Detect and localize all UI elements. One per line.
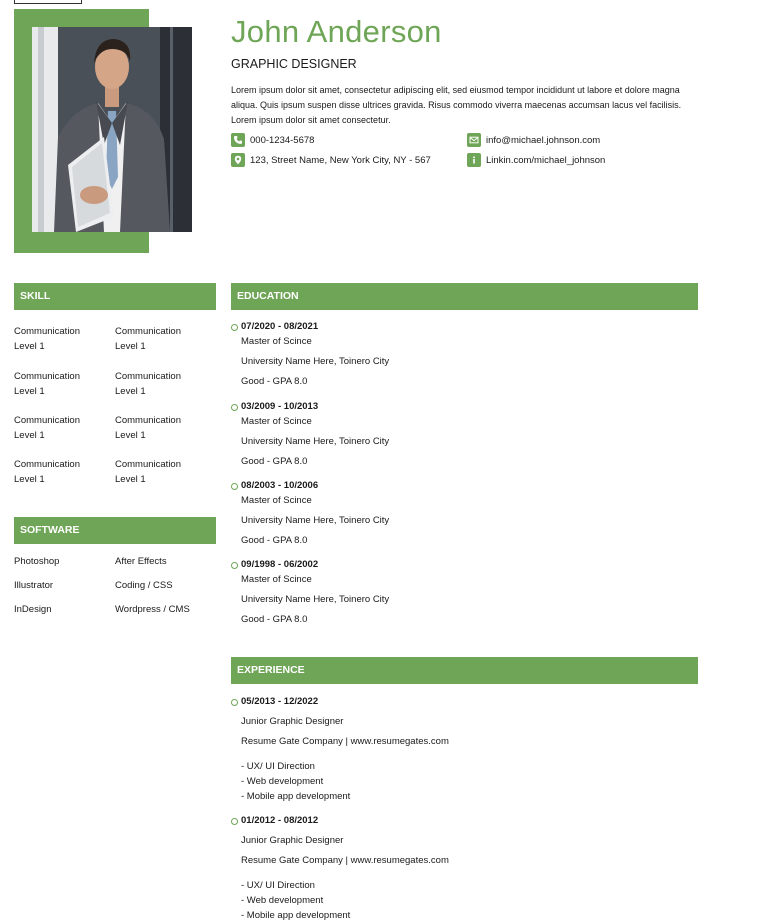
software-item: Illustrator — [14, 580, 54, 591]
skill-name: Communication — [115, 415, 181, 426]
phone-text: 000-1234-5678 — [250, 134, 315, 146]
candidate-name: John Anderson — [231, 14, 442, 49]
education-date: 09/1998 - 06/2002 — [241, 559, 319, 570]
skill-item — [14, 369, 109, 399]
skill-item — [14, 324, 109, 354]
skill-name: Communication — [115, 326, 181, 337]
education-school: University Name Here, Toinero City — [241, 356, 390, 367]
education-gpa: Good - GPA 8.0 — [241, 456, 308, 467]
skill-level: Level 1 — [14, 430, 45, 441]
profile-photo-illustration — [32, 27, 192, 232]
address-text: 123, Street Name, New York City, NY - 567 — [250, 154, 431, 166]
job-title: GRAPHIC DESIGNER — [231, 57, 357, 71]
education-date: 03/2009 - 10/2013 — [241, 401, 319, 412]
profile-summary: Lorem ipsum dolor sit amet, consectetur adipiscing elit, sed eiusmod tempor incididunt ut labore et dolore magna aliqua. Quis ipsum suspen disse ultrices gravida. Risus commodo viverra maecenas accumsan lacus vel facilisis. Lorem ipsum dolor sit amet consectetur. — [231, 85, 682, 125]
skill-item — [14, 413, 109, 443]
education-degree: Master of Scince — [241, 416, 312, 427]
skill-name: Communication — [115, 459, 181, 470]
education-degree: Master of Scince — [241, 495, 312, 506]
timeline-dot — [231, 324, 238, 331]
linkedin-text[interactable]: Linkin.com/michael_johnson — [486, 154, 606, 166]
email-icon — [467, 133, 481, 147]
timeline-dot — [231, 699, 238, 706]
skill-item — [115, 413, 210, 443]
software-heading: SOFTWARE — [14, 517, 216, 544]
education-heading: EDUCATION — [231, 283, 698, 310]
skill-level: Level 1 — [14, 386, 45, 397]
software-item: Coding / CSS — [115, 580, 173, 591]
timeline-dot — [231, 818, 238, 825]
education-school: University Name Here, Toinero City — [241, 594, 390, 605]
software-item: Photoshop — [14, 556, 60, 567]
skill-item — [14, 457, 109, 487]
contact-address — [231, 153, 431, 167]
software-item: Wordpress / CMS — [115, 604, 190, 615]
skill-level: Level 1 — [115, 386, 146, 397]
education-gpa: Good - GPA 8.0 — [241, 376, 308, 387]
contact-phone — [231, 133, 314, 147]
skill-name: Communication — [14, 415, 80, 426]
skill-level: Level 1 — [115, 474, 146, 485]
contact-linkedin[interactable] — [467, 153, 605, 167]
skill-item — [115, 457, 210, 487]
skill-level: Level 1 — [14, 341, 45, 352]
experience-bullet: - UX/ UI Direction — [241, 761, 315, 772]
info-icon — [467, 153, 481, 167]
email-text[interactable]: info@michael.johnson.com — [486, 134, 601, 146]
skill-name: Communication — [115, 371, 181, 382]
skill-heading: SKILL — [14, 283, 216, 310]
phone-icon — [231, 133, 245, 147]
profile-photo — [32, 27, 192, 232]
software-item: After Effects — [115, 556, 167, 567]
experience-date: 05/2013 - 12/2022 — [241, 696, 319, 707]
skill-level: Level 1 — [115, 341, 146, 352]
education-date: 07/2020 - 08/2021 — [241, 321, 319, 332]
education-school: University Name Here, Toinero City — [241, 436, 390, 447]
skill-item — [115, 369, 210, 399]
experience-date: 01/2012 - 08/2012 — [241, 815, 319, 826]
skill-name: Communication — [14, 326, 80, 337]
skill-name: Communication — [14, 371, 80, 382]
experience-bullet: - Web development — [241, 776, 324, 787]
education-date: 08/2003 - 10/2006 — [241, 480, 319, 491]
skill-name: Communication — [14, 459, 80, 470]
experience-bullet: - UX/ UI Direction — [241, 880, 315, 891]
experience-company: Resume Gate Company | www.resumegates.com — [241, 736, 449, 747]
experience-company: Resume Gate Company | www.resumegates.com — [241, 855, 449, 866]
skill-item — [115, 324, 210, 354]
skill-level: Level 1 — [14, 474, 45, 485]
education-gpa: Good - GPA 8.0 — [241, 614, 308, 625]
top-tab-box — [14, 0, 82, 4]
experience-heading: EXPERIENCE — [231, 657, 698, 684]
contact-email[interactable] — [467, 133, 600, 147]
education-gpa: Good - GPA 8.0 — [241, 535, 308, 546]
experience-role: Junior Graphic Designer — [241, 835, 344, 846]
education-school: University Name Here, Toinero City — [241, 515, 390, 526]
experience-role: Junior Graphic Designer — [241, 716, 344, 727]
map-pin-icon — [231, 153, 245, 167]
experience-bullet: - Web development — [241, 895, 324, 906]
experience-bullet: - Mobile app development — [241, 910, 351, 921]
skill-level: Level 1 — [115, 430, 146, 441]
timeline-dot — [231, 404, 238, 411]
education-degree: Master of Scince — [241, 574, 312, 585]
experience-bullet: - Mobile app development — [241, 791, 351, 802]
timeline-dot — [231, 483, 238, 490]
software-item: InDesign — [14, 604, 52, 615]
timeline-dot — [231, 562, 238, 569]
education-degree: Master of Scince — [241, 336, 312, 347]
